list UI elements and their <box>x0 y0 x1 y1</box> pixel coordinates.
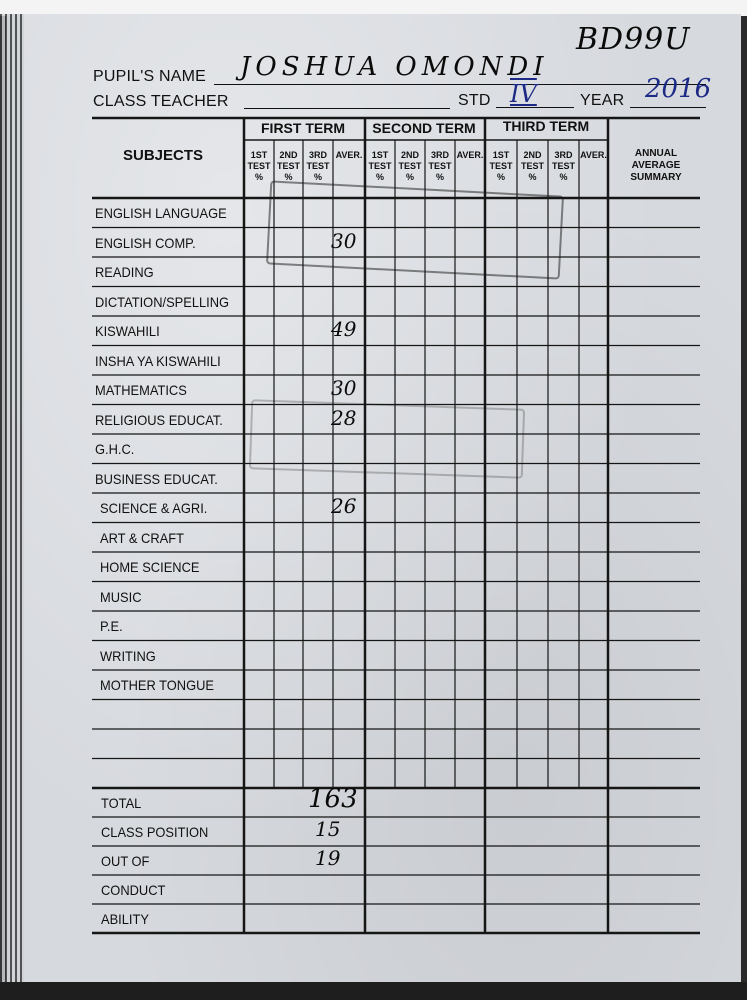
subject-label: ENGLISH LANGUAGE <box>95 205 227 221</box>
first-term-summary-value: 15 <box>315 817 341 841</box>
column-header-term1-test1: 1ST TEST % <box>247 150 271 182</box>
column-header-term1-average: AVER. <box>335 150 363 160</box>
subject-label: HOME SCIENCE <box>100 559 200 575</box>
summary-label: CONDUCT <box>101 882 166 898</box>
subject-label: INSHA YA KISWAHILI <box>95 352 221 369</box>
column-header-term2-test2: 2ND TEST % <box>398 150 422 182</box>
first-term-average-mark: 49 <box>331 317 357 341</box>
std-value: IV <box>510 80 537 108</box>
column-header-term3-average: AVER. <box>580 150 607 160</box>
subject-label: ART & CRAFT <box>100 529 184 546</box>
column-header-term2-test3: 3RD TEST % <box>428 150 452 182</box>
first-term-summary-value: 19 <box>315 846 341 870</box>
std-label: STD <box>458 92 491 109</box>
subject-label: MUSIC <box>100 588 142 605</box>
third-term-header: THIRD TERM <box>502 118 590 134</box>
first-term-average-mark: 30 <box>331 228 357 253</box>
subject-label: DICTATION/SPELLING <box>95 293 230 310</box>
class-teacher-label: CLASS TEACHER <box>93 93 229 110</box>
first-term-summary-value: 163 <box>308 784 358 814</box>
column-header-term2-test1: 1ST TEST % <box>368 150 392 182</box>
first-term-average-mark: 28 <box>331 405 357 430</box>
second-term-header: SECOND TERM <box>372 120 476 136</box>
summary-label: ABILITY <box>101 911 149 927</box>
subject-label: ENGLISH COMP. <box>95 234 196 251</box>
column-header-term1-test2: 2ND TEST % <box>276 150 300 182</box>
column-header-term2-average: AVER. <box>456 150 484 160</box>
subject-label: WRITING <box>100 647 156 664</box>
subject-label: KISWAHILI <box>95 323 160 339</box>
summary-label: CLASS POSITION <box>101 824 209 840</box>
column-header-term3-test3: 3RD TEST % <box>551 150 575 182</box>
first-term-average-mark: 30 <box>331 376 357 400</box>
subject-label: MATHEMATICS <box>95 382 187 398</box>
subject-label: SCIENCE & AGRI. <box>100 500 208 516</box>
subject-label: G.H.C. <box>95 441 135 457</box>
first-term-header: FIRST TERM <box>261 120 345 136</box>
column-header-term3-test2: 2ND TEST % <box>520 150 544 182</box>
annual-average-header: ANNUAL AVERAGE SUMMARY <box>630 148 682 183</box>
subjects-header: SUBJECTS <box>123 147 204 164</box>
pupil-name-label: PUPIL'S NAME <box>93 68 207 85</box>
document-id: BD99U <box>576 22 691 57</box>
subject-label: RELIGIOUS EDUCAT. <box>95 411 223 428</box>
year-value: 2016 <box>645 74 712 104</box>
first-term-average-mark: 26 <box>331 494 357 518</box>
subject-label: READING <box>95 264 154 280</box>
subject-label: P.E. <box>100 618 123 634</box>
summary-label: OUT OF <box>101 853 150 869</box>
year-label: YEAR <box>580 92 625 109</box>
pupil-name-value: JOSHUA OMONDI <box>240 52 549 82</box>
column-header-term1-test3: 3RD TEST % <box>306 150 330 182</box>
column-header-term3-test1: 1ST TEST % <box>489 150 513 182</box>
subject-label: MOTHER TONGUE <box>100 677 215 693</box>
subject-label: BUSINESS EDUCAT. <box>95 470 218 487</box>
summary-label: TOTAL <box>101 795 142 811</box>
